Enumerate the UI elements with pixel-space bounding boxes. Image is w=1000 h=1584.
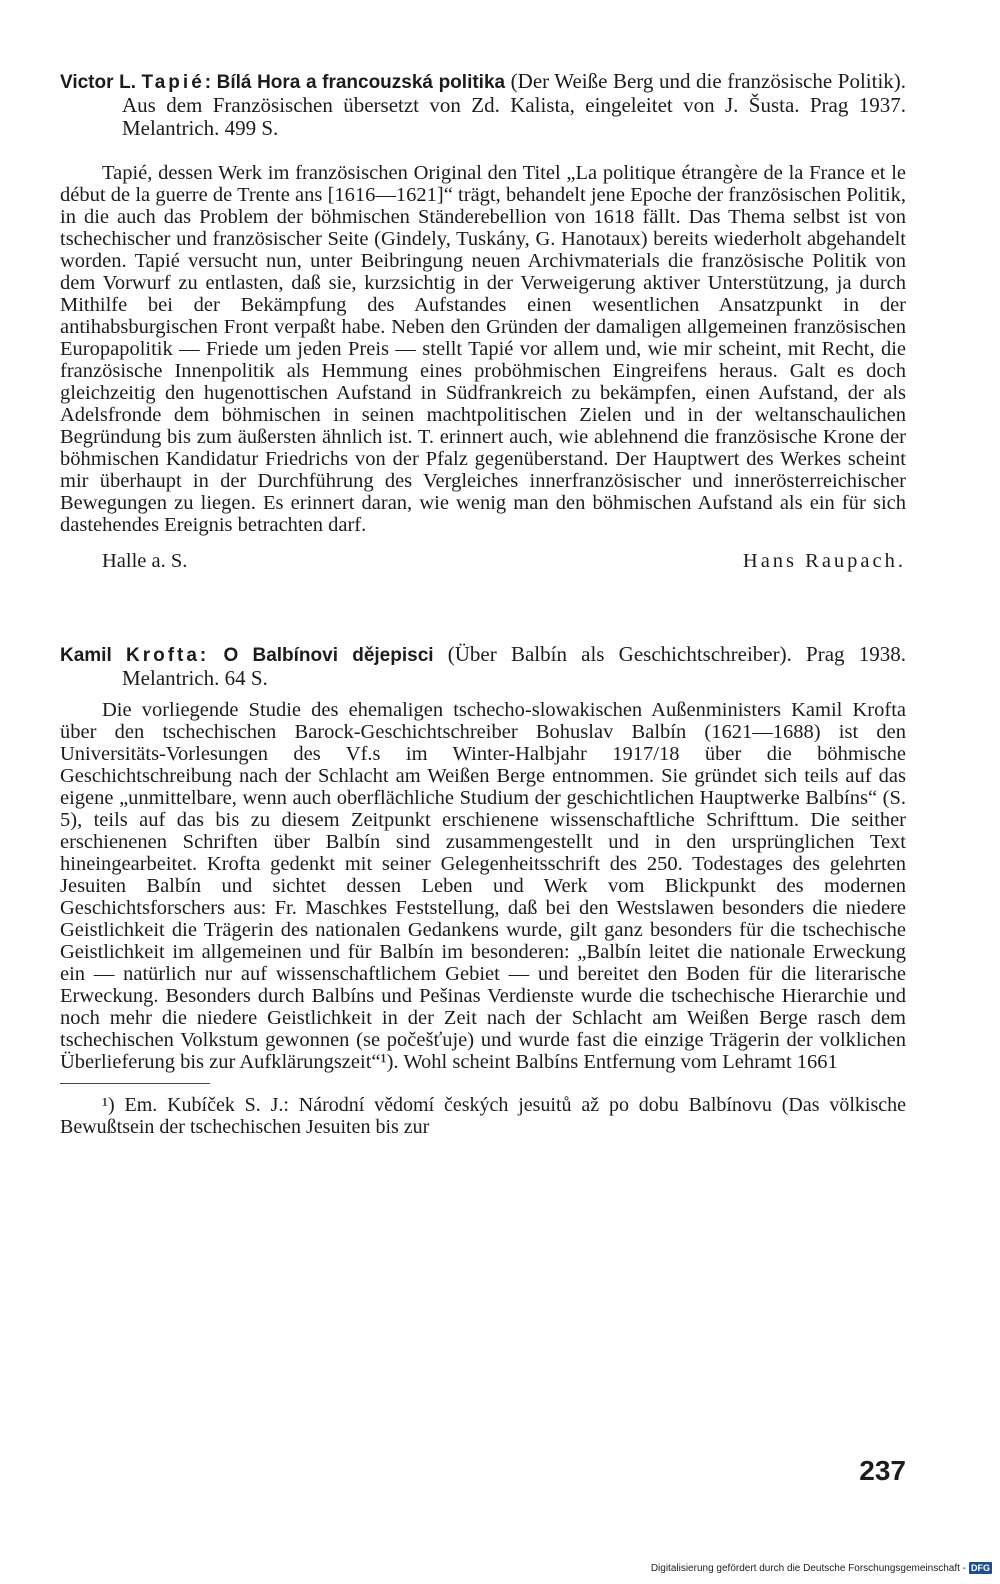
author-last-name: Krofta:: [125, 645, 210, 666]
signature-line: [60, 550, 906, 573]
review-heading: [60, 643, 906, 690]
author-first-name: Kamil: [60, 645, 112, 666]
author-first-name: Victor L.: [60, 72, 136, 93]
page-content: [60, 70, 906, 1138]
review-krofta: [60, 643, 906, 1073]
review-body: Tapié, dessen Werk im französischen Original den Titel „La politique étrangère de la France et le début de la guerre de Trente ans [1616—1621]“ trägt, behandelt jene Epoche der französischen Politik, in die auch das Problem der böhmischen Ständerebellion von 1618 fällt. Das Thema selbst ist von tschechischer und französischer Seite (Gindely, Tuskány, G. Hanotaux) bereits wiederholt abgehandelt worden. Tapié versucht nun, unter Beibringung neuen Archivmaterials die französische Politik von dem Vorwurf zu entlasten, daß sie, kurzsichtig in der Verweigerung aktiver Unterstützung, ja durch Mithilfe bei der Bekämpfung des Aufstandes einen wesentlichen Ansatzpunkt in der antihabsburgischen Front verpaßt habe. Neben den Gründen der damaligen allgemeinen französischen Europapolitik — Friede um jeden Preis — stellt Tapié vor allem und, wie mir scheint, mit Recht, die französische Innenpolitik als Hemmung eines proböhmischen Eingreifens heraus. Galt es doch gleichzeitig den hugenottischen Aufstand in Südfrankreich zu bekämpfen, einen Aufstand, der als Adelsfronde dem böhmischen in seinen machtpolitischen Zielen und in der weltanschaulichen Begründung bis zum äußersten ähnlich ist. T. erinnert auch, wie ablehnend die französische Krone der böhmischen Kandidatur Friedrichs von der Pfalz gegenüberstand. Der Hauptwert des Werkes scheint mir überhaupt in der Durchführung des Vergleiches innerfranzösischer und innerösterreichischer Bewegungen zu liegen. Es erinnert daran, wie wenig man den böhmischen Aufstand als ein für sich dastehendes Ereignis betrachten darf.: [60, 162, 906, 536]
credit-text: Digitalisierung gefördert durch die Deutsche Forschungsgemeinschaft -: [650, 1562, 966, 1574]
page-number: 237: [859, 1455, 906, 1486]
book-details: (Über Balbín als Geschichtschreiber). Prag 1938. Melantrich. 64 S.: [122, 642, 907, 690]
digitization-credit: [651, 1562, 992, 1574]
book-title: O Balbínovi dějepisci: [223, 645, 434, 666]
footnote-divider: [60, 1083, 210, 1084]
review-tapie: [60, 70, 906, 573]
book-details: (Der Weiße Berg und die französische Politik). Aus dem Französischen übersetzt von Zd. Kalista, eingeleitet von J. Šusta. Prag 1937. Melantrich. 499 S.: [122, 69, 907, 140]
review-body: Die vorliegende Studie des ehemaligen tschecho-slowakischen Außenministers Kamil Krofta über den tschechischen Barock-Geschichtschreiber Bohuslav Balbín (1621—1688) ist den Universitäts-Vorlesungen des Vf.s im Winter-Halbjahr 1917/18 über die böhmische Geschichtschreibung nach der Schlacht am Weißen Berge entnommen. Sie gründet sich teils auf das eigene „unmittelbare, wenn auch oberflächliche Studium der geschichtlichen Hauptwerke Balbíns“ (S. 5), teils auf das bis zu diesem Zeitpunkt erschienene wissenschaftliche Schrifttum. Die seither erschienenen Schriften über Balbín sind zusammengestellt und in den ursprünglichen Text hineingearbeitet. Krofta gedenkt mit seiner Gelegenheitsschrift des 250. Todestages des gelehrten Jesuiten Balbín und sichtet dessen Leben und Werk vom Blickpunkt des modernen Geschichtsforschers aus: Fr. Maschkes Feststellung, daß bei den Westslawen besonders die niedere Geistlichkeit die Trägerin des nationalen Gedankens wurde, gilt ganz besonders für die tschechische Geistlichkeit im allgemeinen und für Balbín im besonderen: „Balbín leitet die nationale Erweckung ein — natürlich nur auf wissenschaftlichem Gebiet — und bereitet den Boden für die literarische Erweckung. Besonders durch Balbíns und Pešinas Verdienste wurde die tschechische Hierarchie und noch mehr die niedere Geistlichkeit in der Zeit nach der Schlacht am Weißen Berge rasch dem tschechischen Volkstum gewonnen (se počešťuje) und wurde fast die einzige Trägerin der volklichen Überlieferung bis zur Aufklärungszeit“¹). Wohl scheint Balbíns Entfernung vom Lehramt 1661: [60, 699, 906, 1073]
reviewer-place: Halle a. S.: [102, 550, 188, 572]
author-last-name: Tapié: [141, 72, 205, 93]
review-heading: Victor L. Tapié: Bílá Hora a francouzská politika (Der Weiße Berg und die französische Politik). Aus dem Französischen übersetzt von Zd. Kalista, eingeleitet von J. Šusta. Prag 1937. Melantrich. 499 S.: [60, 69, 907, 140]
dfg-logo-icon: DFG: [971, 1563, 990, 1573]
footnote: ¹) Em. Kubíček S. J.: Národní vědomí českých jesuitů až po dobu Balbínovu (Das völkische Bewußtsein der tschechischen Jesuiten bis zur: [60, 1094, 906, 1138]
book-title: Bílá Hora a francouzská politika: [216, 72, 506, 93]
reviewer-name: Hans Raupach.: [742, 550, 906, 572]
